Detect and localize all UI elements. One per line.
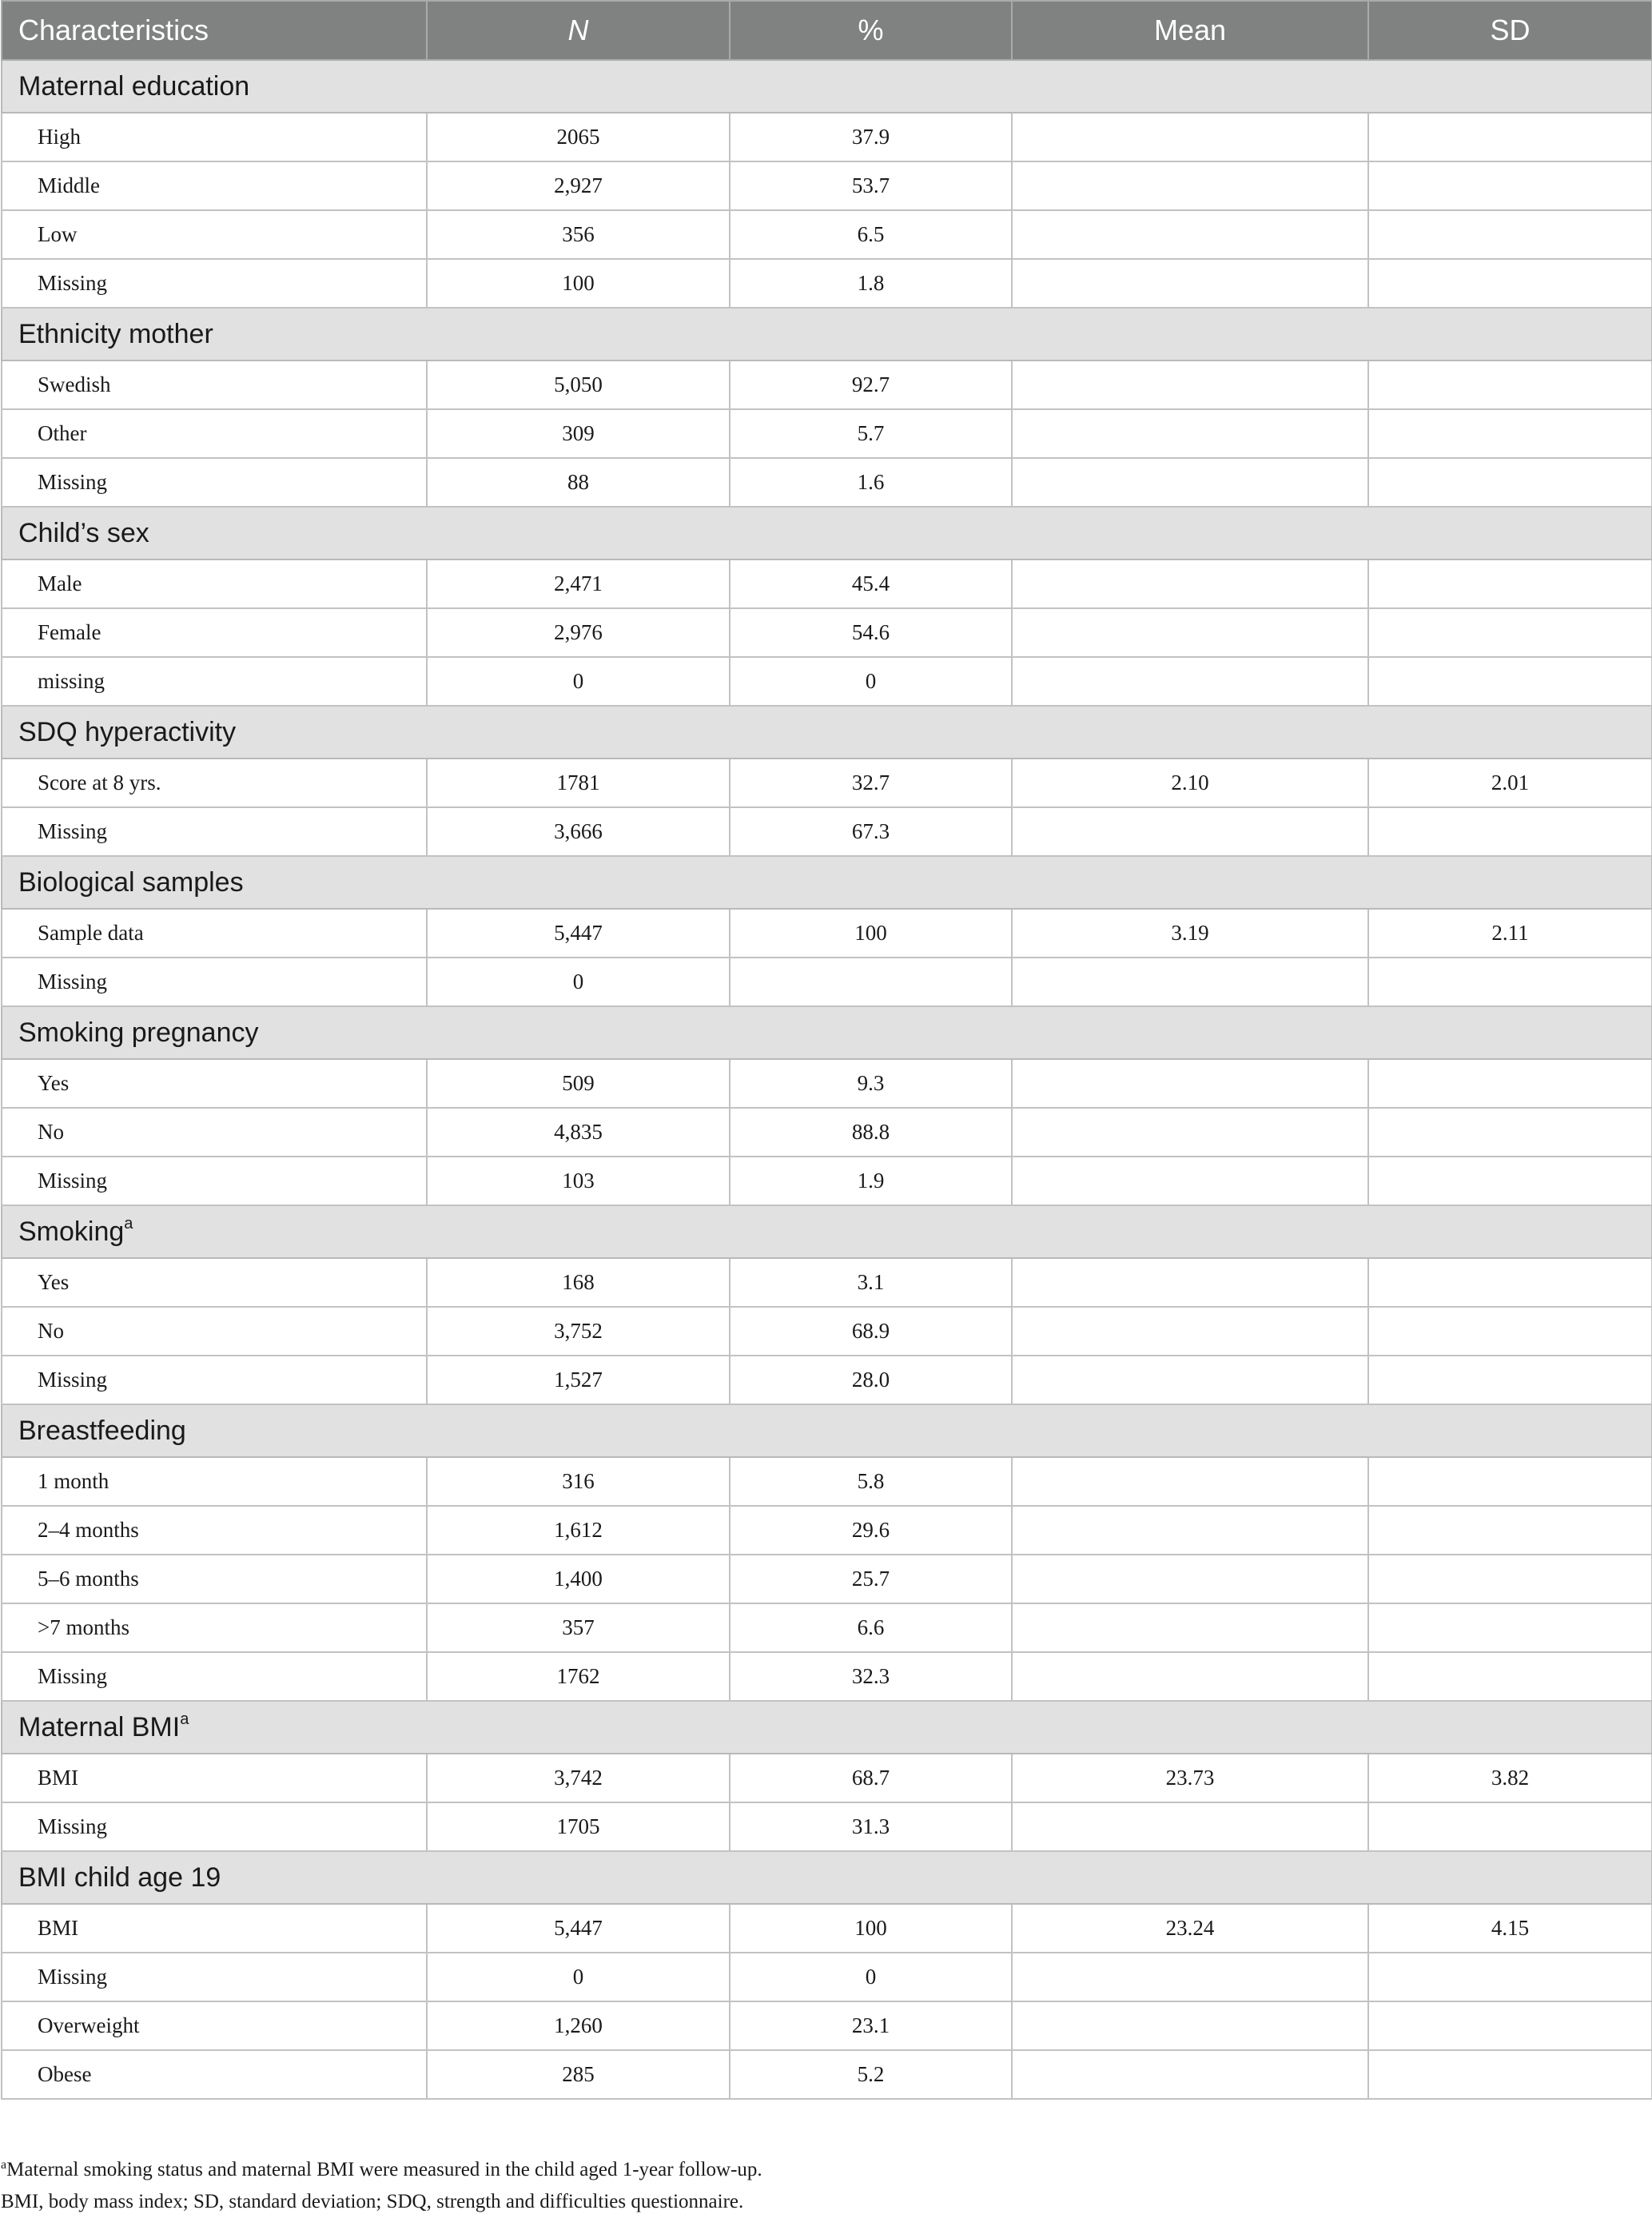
table-row [2,360,1652,409]
percent-cell: 32.3 [730,1652,1012,1701]
n-cell: 168 [427,1258,730,1307]
row-label-cell: Score at 8 yrs. [2,759,427,807]
group-title: Maternal education [18,70,250,102]
group-title-cell [2,1851,1652,1904]
mean-cell [1012,1802,1368,1851]
mean-cell [1012,1457,1368,1506]
n-cell: 1,400 [427,1555,730,1603]
row-label-cell: Other [2,409,427,458]
table-row [2,1652,1652,1701]
header-characteristics: Characteristics [2,1,427,60]
mean-cell: 2.10 [1012,759,1368,807]
percent-cell: 32.7 [730,759,1012,807]
sd-cell [1368,1603,1652,1652]
percent-cell: 68.7 [730,1754,1012,1802]
sd-cell [1368,1555,1652,1603]
n-cell: 0 [427,958,730,1006]
n-cell: 0 [427,657,730,706]
sd-cell [1368,1457,1652,1506]
group-header-row [2,1006,1652,1059]
mean-cell [1012,807,1368,856]
n-cell: 356 [427,210,730,259]
percent-cell: 45.4 [730,559,1012,608]
footnote-marker: a [124,1214,133,1232]
table-row [2,2001,1652,2050]
row-label-cell: 2–4 months [2,1506,427,1555]
table-row [2,1356,1652,1404]
row-label-cell: Missing [2,1652,427,1701]
table-row [2,1555,1652,1603]
row-label-cell: Missing [2,1802,427,1851]
mean-cell [1012,113,1368,161]
table-row [2,1802,1652,1851]
table-row [2,1457,1652,1506]
row-label-cell: 1 month [2,1457,427,1506]
row-label-cell: Missing [2,458,427,507]
sd-cell [1368,657,1652,706]
row-label-cell: Female [2,608,427,657]
sd-cell [1368,2001,1652,2050]
header-percent: % [730,1,1012,60]
footnote-a [1,2159,762,2181]
row-label-cell: Overweight [2,2001,427,2050]
percent-cell: 6.5 [730,210,1012,259]
sd-cell [1368,1108,1652,1157]
table-row [2,958,1652,1006]
footnote-a-marker: a [1,2158,7,2172]
percent-cell: 9.3 [730,1059,1012,1108]
n-cell: 1,260 [427,2001,730,2050]
group-title-cell [2,1701,1652,1754]
n-cell: 3,742 [427,1754,730,1802]
table-row [2,1258,1652,1307]
mean-cell [1012,657,1368,706]
group-title-cell [2,856,1652,909]
mean-cell: 23.73 [1012,1754,1368,1802]
mean-cell [1012,409,1368,458]
row-label-cell: Missing [2,1953,427,2001]
percent-cell: 29.6 [730,1506,1012,1555]
row-label-cell: High [2,113,427,161]
sd-cell [1368,161,1652,210]
sd-cell [1368,458,1652,507]
group-title: Child’s sex [18,517,149,548]
mean-cell [1012,1506,1368,1555]
sd-cell [1368,1059,1652,1108]
table-row [2,1904,1652,1953]
table-row [2,161,1652,210]
percent-cell: 88.8 [730,1108,1012,1157]
mean-cell [1012,259,1368,308]
n-cell: 88 [427,458,730,507]
group-header-row [2,706,1652,759]
mean-cell [1012,2050,1368,2099]
n-cell: 2,927 [427,161,730,210]
n-cell: 1705 [427,1802,730,1851]
sd-cell [1368,409,1652,458]
group-title: Breastfeeding [18,1415,186,1446]
sd-cell [1368,1157,1652,1205]
percent-cell: 67.3 [730,807,1012,856]
percent-cell: 100 [730,1904,1012,1953]
header-n: N [427,1,730,60]
header-mean: Mean [1012,1,1368,60]
n-cell: 4,835 [427,1108,730,1157]
row-label-cell: Obese [2,2050,427,2099]
n-cell: 3,752 [427,1307,730,1356]
percent-cell: 6.6 [730,1603,1012,1652]
row-label-cell: Middle [2,161,427,210]
group-title-cell [2,308,1652,360]
table-row [2,113,1652,161]
characteristics-table [1,0,1652,2100]
group-title: Smoking [18,1216,125,1247]
row-label-cell: Sample data [2,909,427,958]
percent-cell: 1.6 [730,458,1012,507]
n-cell: 357 [427,1603,730,1652]
table-row [2,1157,1652,1205]
mean-cell [1012,210,1368,259]
table-header [2,1,1652,60]
percent-cell: 1.8 [730,259,1012,308]
percent-cell: 68.9 [730,1307,1012,1356]
percent-cell: 3.1 [730,1258,1012,1307]
group-title: Ethnicity mother [18,318,213,349]
mean-cell [1012,2001,1368,2050]
row-label-cell: Low [2,210,427,259]
sd-cell: 4.15 [1368,1904,1652,1953]
table-row [2,559,1652,608]
table-row [2,409,1652,458]
table-row [2,1506,1652,1555]
table-row [2,2050,1652,2099]
percent-cell: 0 [730,1953,1012,2001]
n-cell: 2,976 [427,608,730,657]
table-row [2,608,1652,657]
sd-cell: 3.82 [1368,1754,1652,1802]
group-header-row [2,1701,1652,1754]
group-title: SDQ hyperactivity [18,716,237,747]
group-title-cell [2,1006,1652,1059]
n-cell: 1,527 [427,1356,730,1404]
sd-cell [1368,1652,1652,1701]
sd-cell [1368,958,1652,1006]
mean-cell [1012,1059,1368,1108]
row-label-cell: Swedish [2,360,427,409]
n-cell: 316 [427,1457,730,1506]
sd-cell [1368,1307,1652,1356]
sd-cell [1368,360,1652,409]
percent-cell: 5.2 [730,2050,1012,2099]
percent-cell: 92.7 [730,360,1012,409]
table-row [2,759,1652,807]
row-label-cell: Missing [2,807,427,856]
mean-cell [1012,1555,1368,1603]
table-row [2,1059,1652,1108]
footnote-marker: a [180,1710,189,1728]
group-title: Maternal BMI [18,1711,181,1742]
group-header-row [2,60,1652,113]
table-row [2,210,1652,259]
table-row [2,909,1652,958]
mean-cell [1012,608,1368,657]
mean-cell [1012,360,1368,409]
table-row [2,657,1652,706]
row-label-cell: BMI [2,1754,427,1802]
sd-cell [1368,1258,1652,1307]
table-row [2,1307,1652,1356]
group-header-row [2,507,1652,559]
row-label-cell: Yes [2,1059,427,1108]
table-row [2,1754,1652,1802]
n-cell: 1,612 [427,1506,730,1555]
group-title: BMI child age 19 [18,1862,221,1893]
row-label-cell: BMI [2,1904,427,1953]
group-title-cell [2,1404,1652,1457]
table-row [2,1953,1652,2001]
sd-cell: 2.11 [1368,909,1652,958]
sd-cell [1368,1953,1652,2001]
row-label-cell: Missing [2,1356,427,1404]
header-sd: SD [1368,1,1652,60]
percent-cell: 100 [730,909,1012,958]
percent-cell [730,958,1012,1006]
n-cell: 1762 [427,1652,730,1701]
n-cell: 5,447 [427,1904,730,1953]
percent-cell: 0 [730,657,1012,706]
table-row [2,1603,1652,1652]
mean-cell [1012,958,1368,1006]
percent-cell: 37.9 [730,113,1012,161]
percent-cell: 54.6 [730,608,1012,657]
row-label-cell: Missing [2,1157,427,1205]
table-row [2,458,1652,507]
mean-cell [1012,1157,1368,1205]
percent-cell: 31.3 [730,1802,1012,1851]
percent-cell: 5.7 [730,409,1012,458]
percent-cell: 23.1 [730,2001,1012,2050]
header-row [2,1,1652,60]
table-row [2,807,1652,856]
group-title-cell [2,706,1652,759]
n-cell: 2,471 [427,559,730,608]
mean-cell [1012,161,1368,210]
row-label-cell: Missing [2,259,427,308]
mean-cell [1012,559,1368,608]
group-title: Biological samples [18,866,244,898]
sd-cell [1368,2050,1652,2099]
row-label-cell: No [2,1307,427,1356]
footnote-abbreviations: BMI, body mass index; SD, standard deviation; SDQ, strength and difficulties questionnaire. [1,2191,744,2212]
group-title: Smoking pregnancy [18,1017,259,1048]
n-cell: 0 [427,1953,730,2001]
mean-cell [1012,1603,1368,1652]
group-title-cell [2,507,1652,559]
sd-cell [1368,1802,1652,1851]
group-header-row [2,1851,1652,1904]
percent-cell: 1.9 [730,1157,1012,1205]
footnote-a-text: Maternal smoking status and maternal BMI were measured in the child aged 1-year follow-up. [6,2159,762,2180]
mean-cell [1012,1356,1368,1404]
table-row [2,1108,1652,1157]
row-label-cell: Yes [2,1258,427,1307]
percent-cell: 5.8 [730,1457,1012,1506]
n-cell: 5,447 [427,909,730,958]
sd-cell: 2.01 [1368,759,1652,807]
sd-cell [1368,210,1652,259]
sd-cell [1368,113,1652,161]
percent-cell: 25.7 [730,1555,1012,1603]
sd-cell [1368,559,1652,608]
mean-cell [1012,1307,1368,1356]
n-cell: 309 [427,409,730,458]
mean-cell [1012,1953,1368,2001]
table-body [2,60,1652,2099]
group-header-row [2,1404,1652,1457]
group-header-row [2,1205,1652,1258]
sd-cell [1368,259,1652,308]
row-label-cell: 5–6 months [2,1555,427,1603]
n-cell: 103 [427,1157,730,1205]
n-cell: 509 [427,1059,730,1108]
mean-cell [1012,1258,1368,1307]
mean-cell [1012,1108,1368,1157]
mean-cell [1012,458,1368,507]
sd-cell [1368,608,1652,657]
mean-cell: 23.24 [1012,1904,1368,1953]
n-cell: 285 [427,2050,730,2099]
n-cell: 5,050 [427,360,730,409]
n-cell: 1781 [427,759,730,807]
n-cell: 3,666 [427,807,730,856]
group-title-cell [2,1205,1652,1258]
sd-cell [1368,1356,1652,1404]
mean-cell: 3.19 [1012,909,1368,958]
n-cell: 100 [427,259,730,308]
group-title-cell [2,60,1652,113]
group-header-row [2,308,1652,360]
group-header-row [2,856,1652,909]
percent-cell: 53.7 [730,161,1012,210]
row-label-cell: Missing [2,958,427,1006]
row-label-cell: >7 months [2,1603,427,1652]
row-label-cell: missing [2,657,427,706]
row-label-cell: No [2,1108,427,1157]
row-label-cell: Male [2,559,427,608]
percent-cell: 28.0 [730,1356,1012,1404]
sd-cell [1368,807,1652,856]
sd-cell [1368,1506,1652,1555]
mean-cell [1012,1652,1368,1701]
table-row [2,259,1652,308]
n-cell: 2065 [427,113,730,161]
